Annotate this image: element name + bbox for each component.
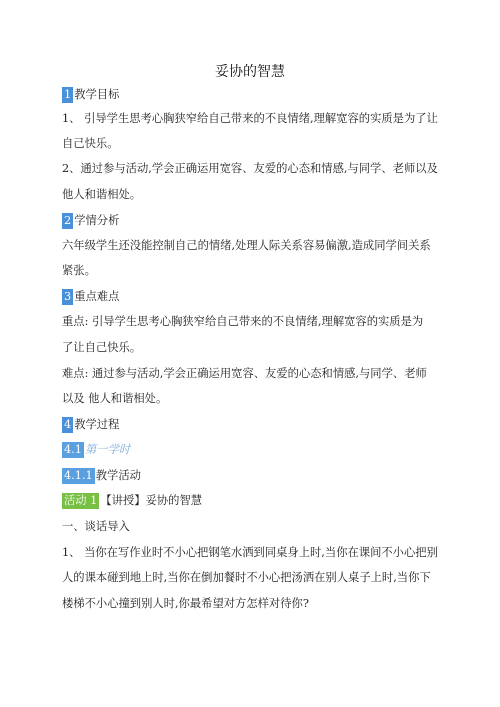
document-title: 妥协的智慧 [215,64,285,80]
activity-badge: 活动 1 [64,494,98,507]
subsection-heading-4-1-1 [62,468,141,484]
section-heading-1 [62,87,119,103]
paragraph-line: 他人和谐相处。 [62,188,142,201]
section-heading-4 [62,417,119,433]
paragraph-line: 1、 当你在写作业时不小心把钢笔水洒到同桌身上时,当你在课间不小心把别 [62,546,438,559]
paragraph-line: 1、 引导学生思考心胸狭窄给自己带来的不良情绪,理解宽容的实质是为了让 [62,112,438,125]
paragraph-line: 自己快乐。 [62,137,119,150]
section-heading-text: 教学目标 [74,88,120,101]
paragraph-line: 难点: 通过参与活动,学会正确运用宽容、友爱的心态和情感,与同学、老师 [62,367,427,380]
paragraph-line: 楼梯不小心撞到别人时,你最希望对方怎样对待你? [62,597,309,610]
section-heading-text: 学情分析 [74,214,120,227]
section-heading-2 [62,213,119,229]
paragraph-line: 2、通过参与活动,学会正确运用宽容、友爱的心态和情感,与同学、老师以及 [62,162,438,175]
subsection-heading-4-1 [62,442,130,458]
paragraph-line: 了让自己快乐。 [62,341,142,354]
paragraph-line: 六年级学生还没能控制自己的情绪,处理人际关系容易偏激,造成同学间关系 [62,239,431,252]
section-heading-3 [62,289,119,305]
paragraph-line: 人的课本碰到地上时,当你在倒加餐时不小心把汤洒在别人桌子上时,当你下 [62,571,431,584]
section-number-badge: 4 [64,418,72,431]
activity-heading-text: 【讲授】妥协的智慧 [100,494,203,507]
section-number-badge: 4.1 [64,443,82,456]
section-number-badge: 1 [64,88,72,101]
paragraph-line: 一、谈话导入 [62,520,130,533]
paragraph-line: 紧张。 [62,264,96,277]
section-heading-text: 第一学时 [84,443,131,456]
section-number-badge: 4.1.1 [64,469,93,482]
section-heading-text: 教学活动 [95,469,141,482]
activity-heading [62,493,202,509]
section-heading-text: 教学过程 [74,418,120,431]
section-heading-text: 重点难点 [74,290,120,303]
section-number-badge: 3 [64,290,72,303]
paragraph-line: 重点: 引导学生思考心胸狭窄给自己带来的不良情绪,理解宽容的实质是为 [62,315,424,328]
section-number-badge: 2 [64,214,72,227]
paragraph-line: 以及 他人和谐相处。 [62,392,168,405]
